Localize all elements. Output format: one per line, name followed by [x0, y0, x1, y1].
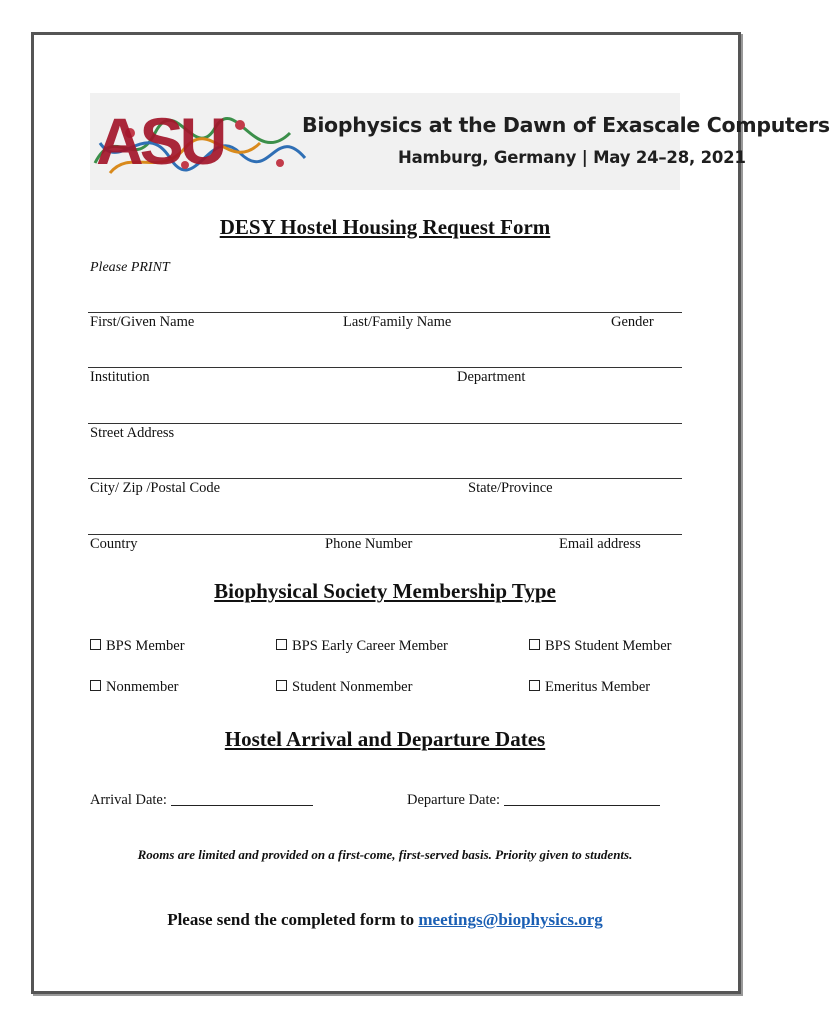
arrival-date-field — [90, 792, 313, 809]
rooms-note: Rooms are limited and provided on a first-come, first-served basis. Priority given to students. — [137, 847, 633, 862]
first-name-label: First/Given Name — [90, 314, 195, 330]
checkbox-bps-student[interactable] — [529, 638, 671, 655]
checkbox-icon[interactable] — [90, 639, 101, 650]
conference-banner — [90, 93, 830, 190]
checkbox-icon[interactable] — [276, 680, 287, 691]
checkbox-label: Emeritus Member — [545, 679, 651, 695]
membership-title: Biophysical Society Membership Type — [214, 579, 556, 603]
city-zip-label: City/ Zip /Postal Code — [90, 480, 221, 496]
arrival-date-line[interactable] — [171, 792, 313, 806]
checkbox-label: Student Nonmember — [292, 679, 413, 695]
checkbox-icon[interactable] — [529, 639, 540, 650]
country-line[interactable] — [88, 534, 682, 535]
city-line[interactable] — [88, 478, 682, 479]
street-label: Street Address — [90, 425, 175, 441]
institution-label: Institution — [90, 369, 150, 385]
send-instruction — [0, 910, 770, 930]
dates-title: Hostel Arrival and Departure Dates — [224, 727, 546, 751]
banner-headline: Biophysics at the Dawn of Exascale Computers — [302, 113, 830, 137]
checkbox-label: Nonmember — [106, 679, 179, 695]
checkbox-nonmember[interactable] — [90, 679, 178, 696]
banner-subline: Hamburg, Germany | May 24–28, 2021 — [398, 148, 746, 167]
state-label: State/Province — [468, 480, 553, 496]
send-text: Please send the completed form to — [167, 910, 415, 929]
checkbox-icon[interactable] — [90, 680, 101, 691]
email-label: Email address — [559, 536, 641, 552]
street-line[interactable] — [88, 423, 682, 424]
country-label: Country — [90, 536, 138, 552]
checkbox-icon[interactable] — [529, 680, 540, 691]
print-note: Please PRINT — [90, 260, 170, 275]
departure-date-label: Departure Date: — [407, 792, 500, 808]
checkbox-label: BPS Student Member — [545, 638, 672, 654]
arrival-date-label: Arrival Date: — [90, 792, 167, 808]
name-line[interactable] — [88, 312, 682, 313]
checkbox-emeritus[interactable] — [529, 679, 650, 696]
asu-logo: ASU — [96, 104, 224, 178]
departure-date-line[interactable] — [504, 792, 660, 806]
form-title: DESY Hostel Housing Request Form — [219, 215, 551, 239]
last-name-label: Last/Family Name — [343, 314, 452, 330]
checkbox-student-nonmember[interactable] — [276, 679, 412, 696]
checkbox-bps-early-career[interactable] — [276, 638, 448, 655]
checkbox-label: BPS Early Career Member — [292, 638, 448, 654]
email-link[interactable]: meetings@biophysics.org — [418, 910, 603, 929]
department-label: Department — [457, 369, 526, 385]
gender-label: Gender — [611, 314, 654, 330]
checkbox-bps-member[interactable] — [90, 638, 185, 655]
checkbox-label: BPS Member — [106, 638, 185, 654]
departure-date-field — [407, 792, 660, 809]
institution-line[interactable] — [88, 367, 682, 368]
phone-label: Phone Number — [325, 536, 413, 552]
checkbox-icon[interactable] — [276, 639, 287, 650]
